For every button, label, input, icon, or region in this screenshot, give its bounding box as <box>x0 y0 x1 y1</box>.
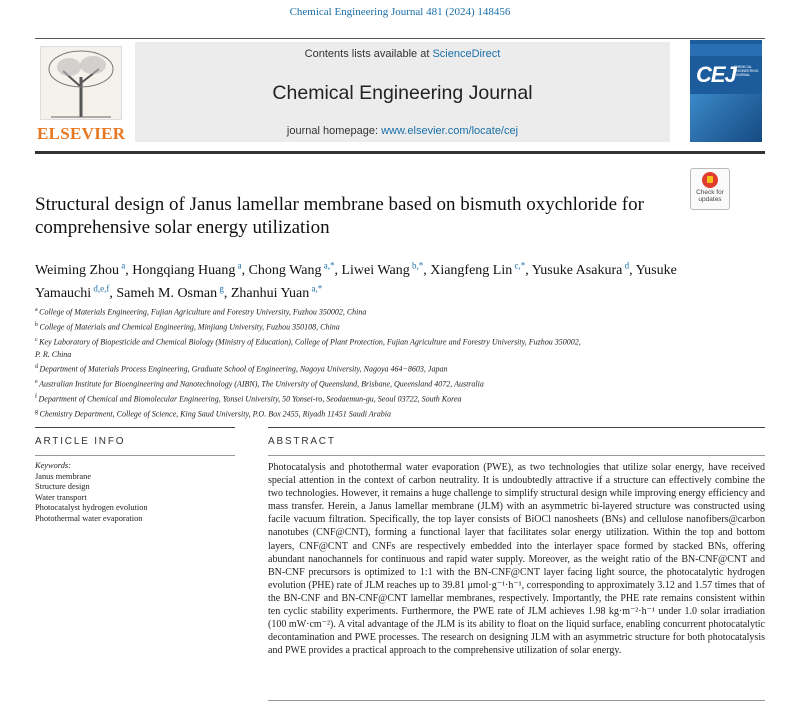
author-name[interactable]: Hongqiang Huang <box>132 262 236 278</box>
author-affiliation-mark[interactable]: b,* <box>409 260 424 270</box>
author-name[interactable]: Weiming Zhou <box>35 262 120 278</box>
cover-subtitle: CHEMICAL ENGINEERING JOURNAL <box>734 65 759 77</box>
affiliation-item: $^c$ Key Laboratory of Biopesticide and Chemical Biology (Ministry of Education), College of Plant Protection, Fujian Agriculture and Forestry University, Fuzhou 350002, <box>35 336 581 347</box>
abstract-inner-rule <box>268 455 765 456</box>
keyword-item: Structure design <box>35 482 90 492</box>
keywords-rule <box>35 455 235 456</box>
article-info-rule <box>35 427 235 428</box>
article-title: Structural design of Janus lamellar membrane based on bismuth oxychloride for comprehensive solar energy utilization <box>35 194 644 238</box>
author-name[interactable]: Sameh M. Osman <box>116 286 218 302</box>
author-name[interactable]: Zhanhui Yuan <box>230 286 310 302</box>
affiliation-item: $^f$ Department of Chemical and Biomolecular Engineering, Yonsei University, 50 Yonsei-ro, Seodaemun-gu, Seoul 03722, South Korea <box>35 394 462 404</box>
homepage-link[interactable]: www.elsevier.com/locate/cej <box>381 125 519 137</box>
author-affiliation-mark[interactable]: a,* <box>321 260 335 270</box>
author-affiliation-mark[interactable]: d <box>622 260 630 270</box>
sciencedirect-link[interactable]: ScienceDirect <box>432 48 501 60</box>
author-affiliation-mark[interactable]: g <box>217 283 224 294</box>
abstract-text: Photocatalysis and photothermal water evaporation (PWE), as two technologies that utilize solar energy, have received special attention in the context of carbon neutrality. It is undoubtedly attractive if a structure can effectively combine the two technologies. However, it remains a huge challenge to simplify structural design while improving energy efficiency and mass transfer. Herein, a Janus lamellar membrane (JLM) with an asymmetric bi-layered structure was constructed using facile vacuum filtration. Specifically, the top layer consists of BiOCl nanosheets (BNs) and cellulose nanofibers@carbon nanotubes (CNF@CNT), forming a functional layer that facilitates solar energy utilization. Within the top and bottom layers, CNF@CNT and CNFs are respectively embedded into the interlayer space formed by stacked BNs, offering abundant nanochannels for continuous and rapid water supply. Moreover, as the weight ratio of the BN-CNF@CNT and BN-CNF precursors is optimized to 1:1 with the BN-CNF@CNT layer facing light source, the photocatalytic hydrogen evolution (PHE) rate of JLM reaches up to 39.81 μmol·g⁻¹·h⁻¹, corresponding to approximately 3.12 and 1.57 times that of the BN-CNF and BN-CNF@CNT lamellar membranes, respectively. Importantly, the PHE rate remains consistent within ten cyclic stability experiments. Furthermore, the PWE rate of JLM achieves 1.98 kg·m⁻²·h⁻¹ under 1.0 solar irradiation (100 mW·cm⁻²). A vital advantage of the JLM is its ability to float on the liquid surface, enabling concurrent photocatalytic decontamination and PWE processes. The research on designing JLM with an asymmetric structure for both photocatalysis and PWE provides a practical approach to the comprehensive utilization of solar energy. <box>268 462 765 657</box>
journal-homepage: journal homepage: www.elsevier.com/locate/cej <box>286 125 519 137</box>
author-affiliation-mark[interactable]: d,e,f <box>91 283 110 294</box>
cover-abbrev: CEJ <box>696 62 736 87</box>
elsevier-logo[interactable] <box>35 44 125 144</box>
author-name[interactable]: Yusuke Yamauchi <box>35 262 677 302</box>
author-affiliation-mark[interactable]: c,* <box>512 260 526 270</box>
article-info-heading: ARTICLE INFO <box>35 436 126 447</box>
check-updates-icon <box>702 172 718 188</box>
elsevier-tree-icon <box>40 46 122 120</box>
keyword-item: Photocatalyst hydrogen evolution <box>35 503 148 513</box>
affiliation-item: $^e$ Australian Institute for Bioengineering and Nanotechnology (AIBN), The University of Queensland, Brisbane, Queensland 4072, Australia <box>35 379 484 389</box>
abstract-heading: ABSTRACT <box>268 436 336 447</box>
header-top-rule <box>35 38 765 39</box>
journal-header <box>135 42 670 142</box>
keyword-item: Water transport <box>35 492 87 502</box>
elsevier-wordmark: ELSEVIER <box>37 124 126 143</box>
author-name[interactable]: Yusuke Asakura <box>531 262 623 278</box>
author-name[interactable]: Chong Wang <box>248 262 322 278</box>
affiliation-item: P. R. China <box>35 349 72 359</box>
author-affiliation-mark[interactable]: a <box>235 260 242 270</box>
author-affiliation-mark[interactable]: a,* <box>309 283 323 294</box>
author-name[interactable]: Xiangfeng Lin <box>430 262 513 278</box>
check-updates-label: Check for updates <box>696 189 724 203</box>
cover-band <box>690 44 762 56</box>
author-name[interactable]: Liwei Wang <box>341 262 410 278</box>
journal-cover-image[interactable] <box>690 40 762 142</box>
affiliation-item: $^d$ Department of Materials Process Engineering, Graduate School of Engineering, Nagoya University, Nagoya 464−8603, Japan <box>35 364 448 374</box>
keywords-block <box>35 461 235 525</box>
affiliation-item: $^a$ College of Materials Engineering, Fujian Agriculture and Forestry University, Fuzhou 350002, China <box>35 307 367 317</box>
header-bottom-rule <box>35 151 765 154</box>
check-for-updates-button[interactable] <box>690 168 730 210</box>
affiliation-item: $^b$ College of Materials and Chemical Engineering, Minjiang University, Fuzhou 350108, China <box>35 321 340 332</box>
cover-artwork <box>690 94 762 142</box>
journal-name: Chemical Engineering Journal <box>272 82 533 104</box>
author-list: Weiming Zhou $^a$, Hongqiang Huang $^a$, Chong Wang $^{a,*}$, Liwei Wang $^{b,*}$, Xiangfeng Lin $^{c,*}$, Yusuke Asakura $^d$, Yusuke Yamauchi $^{d,e,f}$, Sameh M. Osman $^g$, Zhanhui Yuan $^{a,*}$ <box>35 260 677 302</box>
affiliation-item: $^g$ Chemistry Department, College of Science, King Saud University, P.O. Box 2455, Riyadh 11451 Saudi Arabia <box>35 409 392 419</box>
abstract-rule <box>268 427 765 428</box>
keyword-item: Photothermal water evaporation <box>35 513 143 523</box>
affiliation-list <box>35 304 775 421</box>
abstract-end-rule <box>268 700 765 701</box>
author-affiliation-mark[interactable]: a <box>119 260 126 270</box>
journal-citation[interactable]: Chemical Engineering Journal 481 (2024) 148456 <box>289 6 511 18</box>
keywords-label: Keywords: <box>35 461 71 470</box>
keyword-item: Janus membrane <box>35 471 92 481</box>
contents-available: Contents lists available at ScienceDirect <box>304 48 501 60</box>
